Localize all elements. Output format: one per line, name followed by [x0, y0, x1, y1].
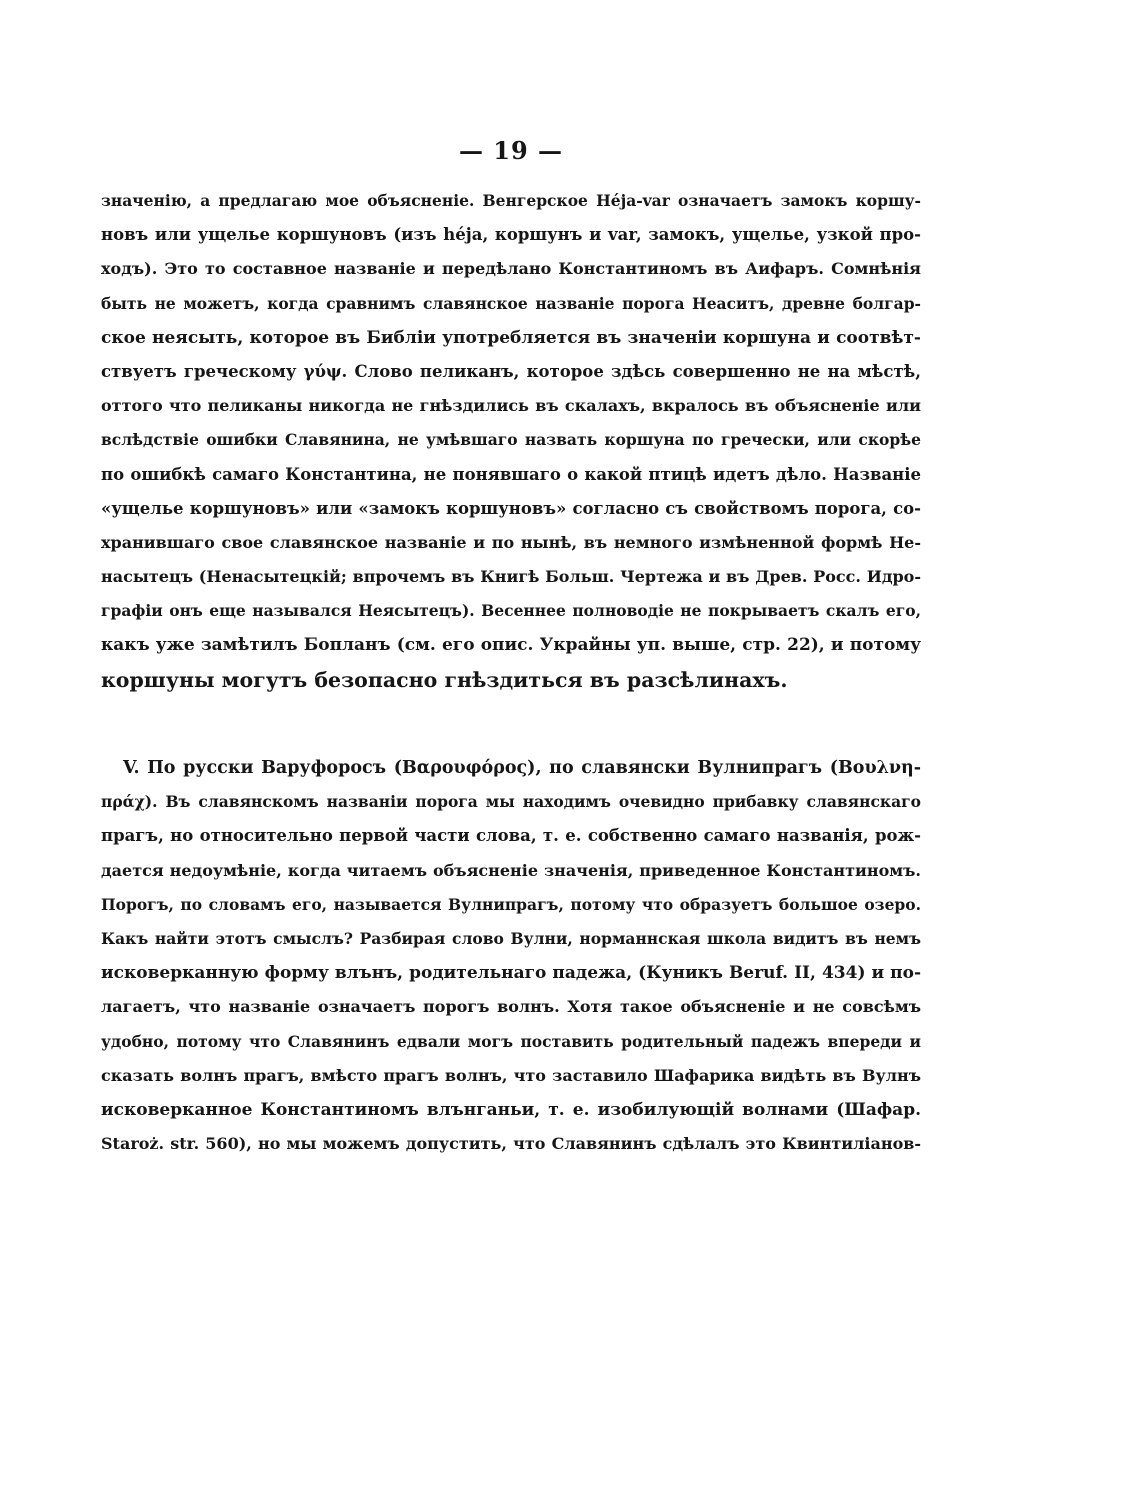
- text-line: лагаетъ, что названіе означаетъ порогъ волнъ. Хотя такое объясненіе и не совсѣмъ: [101, 997, 921, 1017]
- text-line: графіи онъ еще назывался Неясытецъ). Весеннее полноводіе не покрываетъ скалъ его,: [101, 601, 921, 621]
- text-line: ствуетъ греческому γύψ. Слово пеликанъ, которое здѣсь совершенно не на мѣстѣ,: [101, 361, 921, 381]
- text-line: «ущелье коршуновъ» или «замокъ коршуновъ» согласно съ свойствомъ порога, со-: [101, 498, 921, 518]
- text-line: дается недоумѣніе, когда читаемъ объясненіе значенія, приведенное Константиномъ.: [101, 860, 921, 880]
- text-line: πράχ). Въ славянскомъ названіи порога мы находимъ очевидно прибавку славянскаго: [101, 792, 921, 812]
- text-line: значенію, а предлагаю мое объясненіе. Венгерское Héja-var означаетъ замокъ коршу-: [101, 191, 921, 210]
- text-line: Порогъ, по словамъ его, называется Вулнипрагъ, потому что образуетъ большое озеро.: [101, 894, 921, 914]
- text-line: прагъ, но относительно первой части слова, т. е. собственно самаго названія, рож-: [101, 826, 921, 846]
- text-line: исковерканную форму влънъ, родительнаго падежа, (Куникъ Beruf. II, 434) и по-: [101, 963, 921, 984]
- text-line: коршуны могутъ безопасно гнѣздиться въ разсѣлинахъ.: [101, 667, 788, 692]
- text-line: V. По русски Варуфоросъ (Βαρουφόρος), по славянски Вулнипрагъ (Βουλνη-: [123, 758, 921, 778]
- text-line: Какъ найти этотъ смыслъ? Разбирая слово Вулни, норманнская школа видитъ въ немъ: [101, 928, 921, 948]
- text-line: исковерканное Константиномъ влънганьи, т. е. изобилующій волнами (Шафар.: [101, 1099, 921, 1120]
- paragraph-1: [101, 184, 921, 697]
- text-line: оттого что пеликаны никогда не гнѣздились въ скалахъ, вкралось въ объясненіе или: [101, 396, 921, 416]
- text-line: быть не можетъ, когда сравнимъ славянское названіе порога Неаситъ, древне болгар-: [101, 293, 921, 313]
- text-line: насытецъ (Ненасытецкій; впрочемъ въ Книгѣ Больш. Чертежа и въ Древ. Росс. Идро-: [101, 567, 921, 587]
- text-line: удобно, потому что Славянинъ едвали могъ поставить родительный падежъ впереди и: [101, 1031, 921, 1051]
- text-line: ское неясыть, которое въ Библіи употребляется въ значеніи коршуна и соотвѣт-: [101, 327, 921, 348]
- page-number: — 19 —: [458, 136, 564, 165]
- text-line: ходъ). Это то составное названіе и передѣлано Константиномъ въ Аифаръ. Сомнѣнія: [101, 259, 921, 279]
- text-line: Staroż. str. 560), но мы можемъ допустить, что Славянинъ сдѣлалъ это Квинтиліанов-: [101, 1134, 921, 1154]
- text-line: вслѣдствіе ошибки Славянина, не умѣвшаго назвать коршуна по гречески, или скорѣе: [101, 430, 921, 450]
- text-line: какъ уже замѣтилъ Бопланъ (см. его опис. Украйны уп. выше, стр. 22), и потому: [101, 635, 921, 656]
- text-line: по ошибкѣ самаго Константина, не понявшаго о какой птицѣ идетъ дѣло. Названіе: [101, 464, 921, 484]
- text-line: хранившаго свое славянское названіе и по нынѣ, въ немного измѣненной формѣ Не-: [101, 532, 921, 552]
- paragraph-2: [101, 751, 921, 1161]
- text-line: сказать волнъ прагъ, вмѣсто прагъ волнъ, что заставило Шафарика видѣть въ Вулнъ: [101, 1065, 921, 1085]
- text-line: новъ или ущелье коршуновъ (изъ héja, коршунъ и var, замокъ, ущелье, узкой про-: [101, 225, 921, 245]
